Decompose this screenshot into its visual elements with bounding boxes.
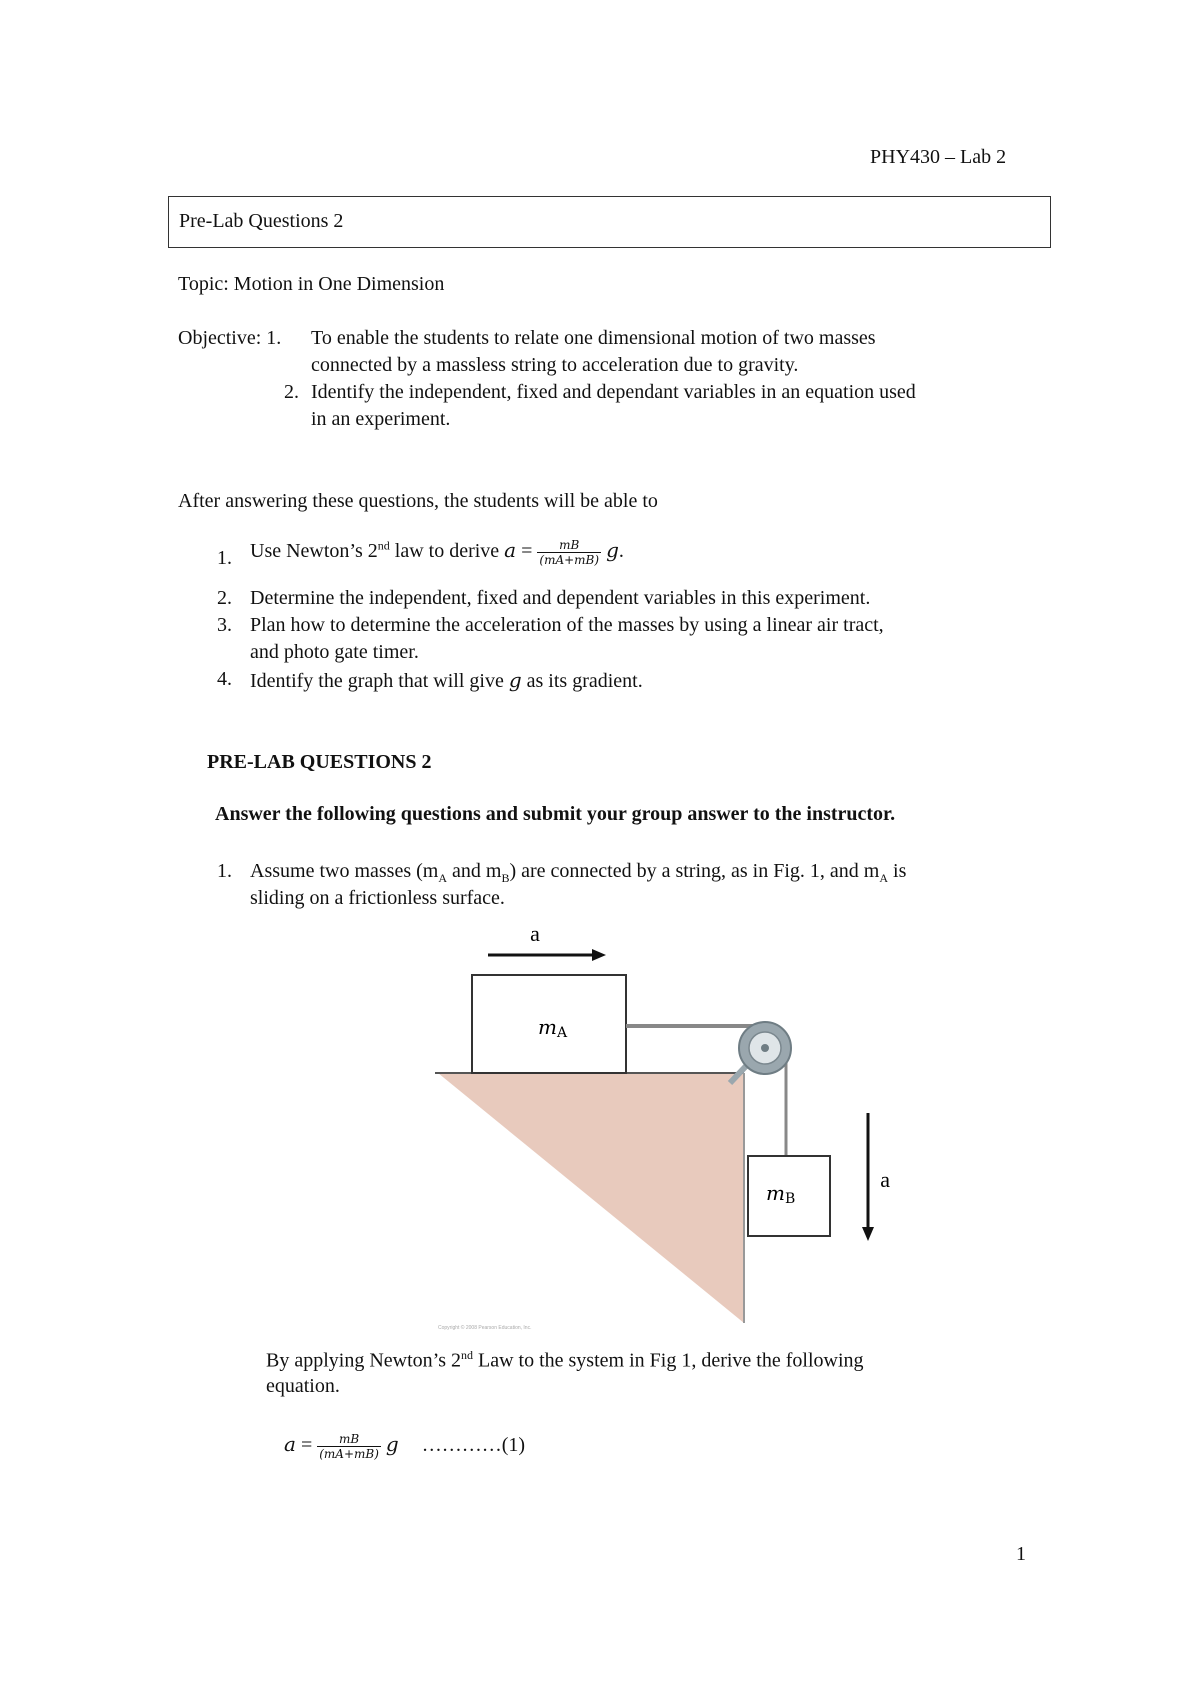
derive-line1 [266, 1348, 864, 1373]
outcome-text-mid: law to derive [389, 540, 505, 563]
outcome-text: Determine the independent, fixed and dependent variables in this experiment. [250, 587, 871, 609]
objective-item1-line1: To enable the students to relate one dimensional motion of two masses [311, 327, 876, 349]
prelab-heading: PRE-LAB QUESTIONS 2 [207, 751, 432, 773]
title-box [168, 196, 1051, 248]
q1-text-b: and m [447, 860, 502, 882]
equation-var: a [504, 538, 517, 563]
course-header: PHY430 – Lab 2 [870, 146, 1007, 168]
question-line1 [250, 860, 906, 886]
outcome-text-line2: and photo gate timer. [250, 641, 419, 663]
outcome-num: 1. [217, 547, 232, 569]
objective-item2-line1: Identify the independent, fixed and dependant variables in an equation used [311, 381, 916, 403]
fraction-denominator: (mA+mB) [539, 553, 600, 567]
question-num: 1. [217, 860, 232, 882]
outcome-end: . [618, 540, 624, 563]
objective-item2-line2: in an experiment. [311, 408, 451, 430]
accel-label-right: a [880, 1167, 890, 1192]
objective-item1-line2: connected by a massless string to acceleration due to gravity. [311, 354, 799, 376]
table-wedge [438, 1073, 744, 1323]
fraction-numerator: mB [317, 1432, 381, 1447]
derive-line2: equation. [266, 1375, 340, 1397]
outcome-text [250, 538, 624, 567]
derive-pre: By applying Newton’s 2 [266, 1349, 461, 1372]
mass-fraction [317, 1432, 381, 1461]
q1-text-d: is [888, 860, 907, 882]
outcome-text-line1: Plan how to determine the acceleration of the masses by using a linear air tract, [250, 614, 884, 636]
q1-text-a: Assume two masses (m [250, 860, 439, 882]
outcome-text [250, 668, 643, 693]
q1-sub-c: A [879, 871, 889, 885]
equation-equals: = [295, 1434, 318, 1457]
equation-1 [284, 1432, 525, 1461]
question-line2: sliding on a frictionless surface. [250, 887, 505, 909]
fraction-numerator: mB [537, 538, 601, 553]
outcome-text-post: as its gradient. [521, 670, 643, 692]
atwood-figure [430, 915, 890, 1335]
mass-b-label: mB [766, 1181, 796, 1207]
objective-label: Objective: 1. [178, 327, 282, 349]
outcome-num: 3. [217, 614, 232, 636]
outcome-text-pre: Use Newton’s 2 [250, 540, 378, 563]
topic-line: Topic: Motion in One Dimension [178, 273, 445, 295]
derive-sup: nd [461, 1348, 473, 1362]
gravity-var: g [508, 668, 522, 692]
mass-fraction [537, 538, 601, 567]
fraction-denominator: (mA+mB) [319, 1447, 379, 1461]
prelab-instruction: Answer the following questions and submit your group answer to the instructor. [215, 803, 896, 825]
figure-credit: Copyright © 2008 Pearson Education, Inc. [438, 1325, 532, 1331]
q1-sub-a: A [438, 871, 447, 885]
outcome-text-pre: Identify the graph that will give [250, 670, 509, 692]
after-intro: After answering these questions, the students will be able to [178, 490, 658, 512]
outcome-num: 4. [217, 668, 232, 690]
gravity-var: g [385, 1432, 399, 1457]
accel-arrowhead-top [592, 949, 606, 961]
equation-ref: …………(1) [421, 1434, 526, 1457]
accel-arrowhead-right [862, 1227, 874, 1241]
outcome-sup: nd [377, 538, 390, 553]
equation-equals: = [516, 540, 538, 563]
q1-text-c: ) are connected by a string, as in Fig. 1, and m [509, 860, 880, 882]
objective-item2-num: 2. [284, 381, 299, 403]
accel-label-top: a [530, 921, 540, 946]
gravity-var: g [606, 538, 619, 563]
derive-post: Law to the system in Fig 1, derive the following [473, 1349, 864, 1372]
mass-a-label: mA [538, 1015, 568, 1041]
page-number: 1 [1016, 1543, 1026, 1565]
q1-sub-b: B [501, 871, 510, 885]
pulley-axle [761, 1044, 769, 1052]
title-box-text: Pre-Lab Questions 2 [179, 210, 344, 232]
outcome-num: 2. [217, 587, 232, 609]
equation-var: a [284, 1432, 296, 1457]
